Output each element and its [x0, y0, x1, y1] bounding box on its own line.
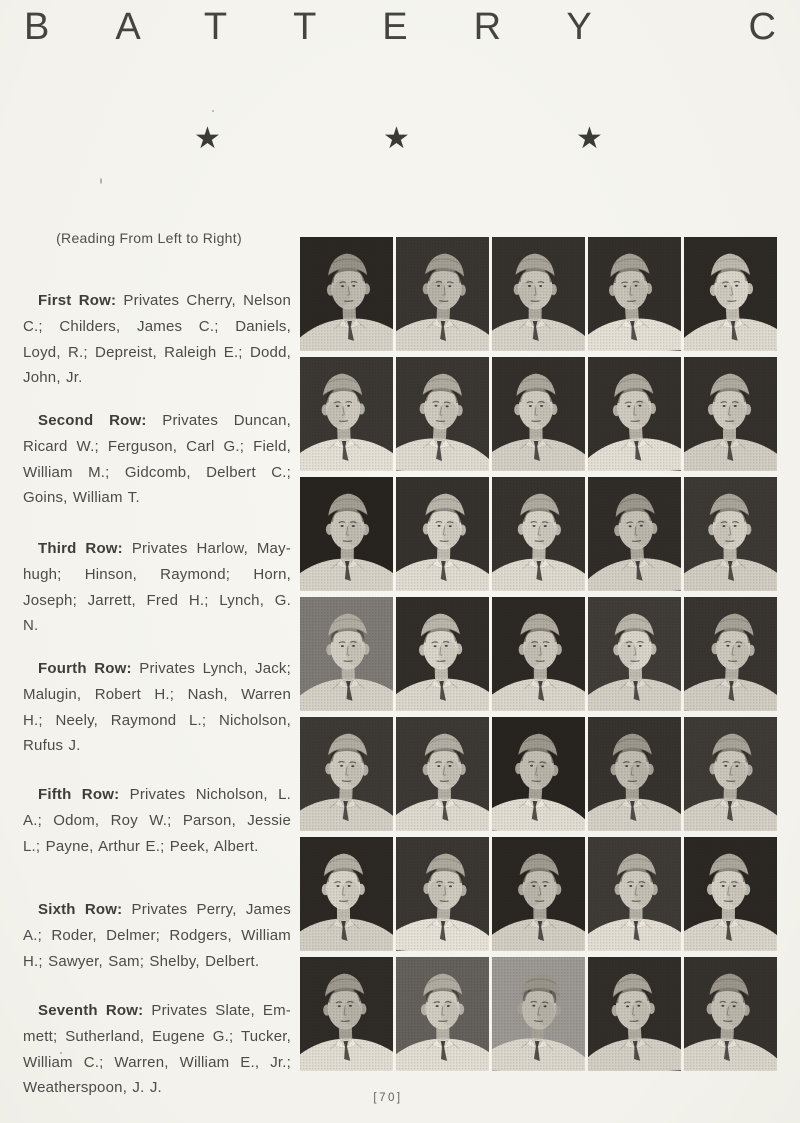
caption-text: Privates Cherry, Nelson [123, 292, 291, 309]
caption-text: Privates Perry, James [131, 901, 292, 918]
caption-line [23, 288, 291, 314]
caption-line [23, 408, 291, 434]
caption-row-label: Seventh Row: [38, 1002, 144, 1019]
caption-text: A.; Roder, Delmer; Rodgers, William [23, 926, 291, 944]
caption-line [23, 613, 291, 639]
portrait-photo [492, 237, 585, 351]
caption-text: Joseph; Jarrett, Fred H.; Lynch, G. [23, 591, 291, 609]
caption-row-2 [23, 408, 291, 511]
portrait-photo [588, 237, 681, 351]
caption-text: C.; Childers, James C.; Daniels, [23, 317, 291, 335]
star-icon: ★ [194, 122, 221, 155]
caption-line [23, 834, 291, 860]
reading-direction-note: (Reading From Left to Right) [56, 230, 242, 246]
caption-text: L.; Payne, Arthur E.; Peek, Albert. [23, 837, 259, 855]
caption-text: Malugin, Robert H.; Nash, Warren [23, 685, 291, 703]
page-number: [70] [373, 1092, 403, 1104]
caption-text: hugh; Hinson, Raymond; Horn, [23, 565, 291, 583]
caption-row-6 [23, 897, 291, 974]
caption-column [23, 0, 291, 1123]
caption-line [23, 808, 291, 834]
caption-line [23, 314, 291, 340]
portrait-photo [396, 237, 489, 351]
caption-text: N. [23, 617, 39, 635]
portrait-photo [588, 957, 681, 1071]
caption-text: Privates Duncan, [162, 412, 292, 429]
caption-line [23, 998, 291, 1024]
caption-text: Privates Nicholson, L. [129, 786, 292, 803]
caption-row-4 [23, 656, 291, 759]
caption-text: John, Jr. [23, 369, 83, 387]
portrait-photo [492, 597, 585, 711]
caption-row-5 [23, 782, 291, 859]
portrait-photo [684, 957, 777, 1071]
caption-row-label: Fifth Row: [38, 786, 120, 803]
portrait-photo [588, 837, 681, 951]
portrait-photo [396, 357, 489, 471]
caption-text: William C.; Warren, William E., Jr.; [23, 1053, 291, 1071]
portrait-photo [588, 597, 681, 711]
paper-speck [212, 110, 214, 112]
caption-text: Goins, William T. [23, 489, 140, 507]
paper-speck [100, 178, 102, 184]
caption-text: Privates Lynch, Jack; [139, 660, 291, 677]
paper-speck [60, 1052, 62, 1054]
caption-line [23, 536, 291, 562]
portrait-photo [684, 237, 777, 351]
portrait-photo [684, 837, 777, 951]
caption-line [23, 733, 291, 759]
star-icon: ★ [383, 122, 410, 155]
portrait-photo [492, 717, 585, 831]
photo-grid [300, 237, 777, 1071]
portrait-photo [684, 357, 777, 471]
portrait-photo [588, 477, 681, 591]
portrait-photo [396, 477, 489, 591]
caption-text: Rufus J. [23, 737, 81, 755]
star-icon: ★ [576, 122, 603, 155]
portrait-photo [300, 957, 393, 1071]
caption-text: Loyd, R.; Depreist, Raleigh E.; Dodd, [23, 343, 291, 361]
portrait-photo [300, 357, 393, 471]
caption-line [23, 460, 291, 486]
caption-text: Privates Slate, Em- [151, 1002, 291, 1019]
portrait-photo [300, 717, 393, 831]
portrait-photo [588, 357, 681, 471]
caption-row-label: First Row: [38, 292, 117, 309]
caption-row-label: Fourth Row: [38, 660, 132, 677]
caption-text: A.; Odom, Roy W.; Parson, Jessie [23, 811, 291, 829]
portrait-photo [300, 237, 393, 351]
portrait-photo [684, 477, 777, 591]
caption-line [23, 1075, 291, 1101]
caption-line [23, 340, 291, 366]
caption-row-label: Sixth Row: [38, 901, 123, 918]
portrait-photo [300, 837, 393, 951]
caption-line [23, 897, 291, 923]
caption-row-label: Second Row: [38, 412, 147, 429]
caption-row-label: Third Row: [38, 540, 123, 557]
caption-line [23, 588, 291, 614]
caption-line [23, 1050, 291, 1076]
title-battery-word: BATTERY [24, 6, 658, 48]
portrait-photo [492, 957, 585, 1071]
caption-text: William M.; Gidcomb, Delbert C.; [23, 463, 291, 481]
caption-line [23, 923, 291, 949]
portrait-photo [588, 717, 681, 831]
caption-text: H.; Sawyer, Sam; Shelby, Delbert. [23, 952, 260, 970]
caption-line [23, 682, 291, 708]
title-company-letter: C [748, 6, 776, 48]
portrait-photo [396, 957, 489, 1071]
portrait-photo [396, 597, 489, 711]
caption-row-7 [23, 998, 291, 1101]
caption-text: H.; Neely, Raymond L.; Nicholson, [23, 711, 291, 729]
portrait-photo [492, 837, 585, 951]
portrait-photo [300, 477, 393, 591]
portrait-photo [684, 597, 777, 711]
caption-line [23, 434, 291, 460]
caption-text: Privates Harlow, May- [131, 540, 291, 557]
caption-row-3 [23, 536, 291, 639]
caption-line [23, 562, 291, 588]
caption-row-1 [23, 288, 291, 391]
caption-line [23, 1024, 291, 1050]
caption-line [23, 485, 291, 511]
caption-line [23, 365, 291, 391]
caption-line [23, 949, 291, 975]
caption-line [23, 656, 291, 682]
portrait-photo [300, 597, 393, 711]
caption-line [23, 782, 291, 808]
portrait-photo [396, 717, 489, 831]
portrait-photo [684, 717, 777, 831]
portrait-photo [492, 357, 585, 471]
portrait-photo [396, 837, 489, 951]
caption-text: mett; Sutherland, Eugene G.; Tucker, [23, 1027, 291, 1045]
caption-text: Weatherspoon, J. J. [23, 1079, 162, 1097]
caption-line [23, 708, 291, 734]
caption-text: Ricard W.; Ferguson, Carl G.; Field, [23, 437, 291, 455]
portrait-photo [492, 477, 585, 591]
